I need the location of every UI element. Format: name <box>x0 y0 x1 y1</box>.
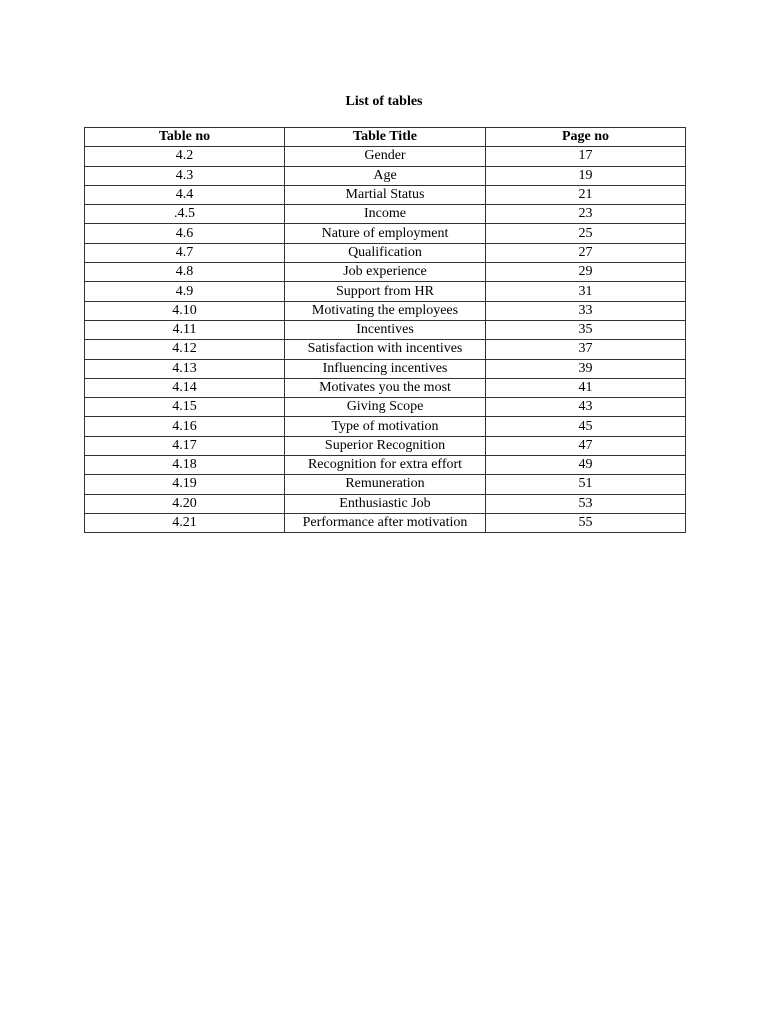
table-number-cell: 4.12 <box>85 340 285 359</box>
page-number-cell: 27 <box>486 243 686 262</box>
table-title-cell: Gender <box>285 147 486 166</box>
table-title-cell: Giving Scope <box>285 398 486 417</box>
list-of-tables <box>84 127 686 533</box>
table-title-cell: Nature of employment <box>285 224 486 243</box>
page-number-cell: 37 <box>486 340 686 359</box>
table-title-cell: Influencing incentives <box>285 359 486 378</box>
table-number-cell: 4.16 <box>85 417 285 436</box>
table-header <box>85 128 686 147</box>
page-title: List of tables <box>345 94 423 109</box>
table-number-cell: 4.17 <box>85 436 285 455</box>
table-body <box>85 147 686 533</box>
page-number-cell: 19 <box>486 166 686 185</box>
table-title-cell: Type of motivation <box>285 417 486 436</box>
table-row <box>85 398 686 417</box>
table-title-cell: Incentives <box>285 320 486 339</box>
table-title-cell: Income <box>285 205 486 224</box>
table-title-cell: Enthusiastic Job <box>285 494 486 513</box>
table-row <box>85 263 686 282</box>
table-number-cell: 4.13 <box>85 359 285 378</box>
table-row <box>85 513 686 532</box>
page-number-cell: 53 <box>486 494 686 513</box>
table-number-cell: 4.15 <box>85 398 285 417</box>
table-number-cell: 4.6 <box>85 224 285 243</box>
table-row <box>85 224 686 243</box>
page-number-cell: 35 <box>486 320 686 339</box>
table-number-cell: 4.3 <box>85 166 285 185</box>
table-title-cell: Recognition for extra effort <box>285 456 486 475</box>
table-number-cell: 4.2 <box>85 147 285 166</box>
table-number-cell: 4.20 <box>85 494 285 513</box>
table-title-cell: Support from HR <box>285 282 486 301</box>
table-title-cell: Remuneration <box>285 475 486 494</box>
page-number-cell: 41 <box>486 378 686 397</box>
table-title-cell: Motivating the employees <box>285 301 486 320</box>
table-title-cell: Superior Recognition <box>285 436 486 455</box>
page-number-cell: 21 <box>486 185 686 204</box>
table-title-cell: Martial Status <box>285 185 486 204</box>
header-table-no: Table no <box>85 128 285 147</box>
page-number-cell: 25 <box>486 224 686 243</box>
table-number-cell: 4.7 <box>85 243 285 262</box>
page-number-cell: 47 <box>486 436 686 455</box>
table-number-cell: 4.18 <box>85 456 285 475</box>
page-number-cell: 31 <box>486 282 686 301</box>
table-row <box>85 301 686 320</box>
table-row <box>85 417 686 436</box>
table-title-cell: Age <box>285 166 486 185</box>
table-row <box>85 456 686 475</box>
table-title-cell: Qualification <box>285 243 486 262</box>
table-number-cell: 4.4 <box>85 185 285 204</box>
table-row <box>85 147 686 166</box>
table-number-cell: 4.8 <box>85 263 285 282</box>
table-number-cell: .4.5 <box>85 205 285 224</box>
page-number-cell: 33 <box>486 301 686 320</box>
table-number-cell: 4.9 <box>85 282 285 301</box>
table-row <box>85 436 686 455</box>
table-row <box>85 340 686 359</box>
table-row <box>85 185 686 204</box>
header-page-no: Page no <box>486 128 686 147</box>
page-number-cell: 39 <box>486 359 686 378</box>
page-number-cell: 55 <box>486 513 686 532</box>
page-number-cell: 17 <box>486 147 686 166</box>
table-row <box>85 378 686 397</box>
page-number-cell: 29 <box>486 263 686 282</box>
table-row <box>85 494 686 513</box>
table-row <box>85 243 686 262</box>
table-row <box>85 282 686 301</box>
table-title-cell: Satisfaction with incentives <box>285 340 486 359</box>
table-number-cell: 4.19 <box>85 475 285 494</box>
table-row <box>85 320 686 339</box>
table-row <box>85 359 686 378</box>
header-table-title: Table Title <box>285 128 486 147</box>
table-number-cell: 4.11 <box>85 320 285 339</box>
table-title-cell: Job experience <box>285 263 486 282</box>
page-number-cell: 49 <box>486 456 686 475</box>
page-number-cell: 43 <box>486 398 686 417</box>
table-number-cell: 4.14 <box>85 378 285 397</box>
table-row <box>85 166 686 185</box>
page-number-cell: 23 <box>486 205 686 224</box>
header-row <box>85 128 686 147</box>
table-row <box>85 475 686 494</box>
table-row <box>85 205 686 224</box>
table-number-cell: 4.21 <box>85 513 285 532</box>
table-title-cell: Performance after motivation <box>285 513 486 532</box>
table-number-cell: 4.10 <box>85 301 285 320</box>
table-title-cell: Motivates you the most <box>285 378 486 397</box>
page-number-cell: 45 <box>486 417 686 436</box>
page-number-cell: 51 <box>486 475 686 494</box>
